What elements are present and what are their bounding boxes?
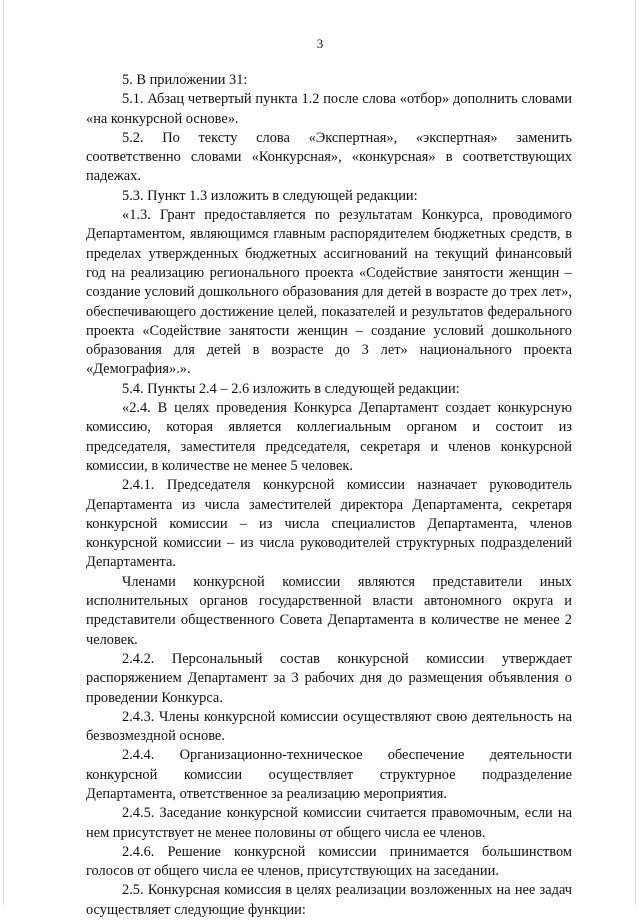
scan-edge-left <box>3 0 4 905</box>
paragraph: 2.4.1. Председателя конкурсной комиссии назначает руководитель Департамента из числа заместителей директора Департамента, секретаря конкурсной комиссии – из числа специалистов Департамента, членов конкурсной комиссии – из числа руководителей структурных подразделений Департамента. <box>86 477 572 571</box>
document-body <box>86 71 572 920</box>
paragraph: 2.4.2. Персональный состав конкурсной комиссии утверждает распоряжением Департамент за 3 рабочих дня до размещения объявления о проведении Конкурса. <box>86 650 572 706</box>
paragraph: 5.4. Пункты 2.4 – 2.6 изложить в следующей редакции: <box>122 380 460 397</box>
paragraph: 5.1. Абзац четвертый пункта 1.2 после слова «отбор» дополнить словами «на конкурсной основе». <box>86 91 572 127</box>
paragraph: 2.4.6. Решение конкурсной комиссии принимается большинством голосов от общего числа ее членов, присутствующих на заседании. <box>86 843 572 880</box>
paragraph: 5.2. По тексту слова «Экспертная», «экспертная» заменить соответственно словами «Конкурсная», «конкурсная» в соответствующих падежах. <box>86 129 572 185</box>
paragraph: 5.3. Пункт 1.3 изложить в следующей редакции: <box>122 187 418 204</box>
page-number: 3 <box>316 36 324 51</box>
paragraph: 2.4.3. Члены конкурсной комиссии осуществляют свою деятельность на безвозмездной основе. <box>86 708 572 745</box>
scan-edge-right <box>635 0 636 905</box>
paragraph: 2.5. Конкурсная комиссия в целях реализации возложенных на нее задач осуществляет следующие функции: <box>86 882 572 918</box>
paragraph: «2.4. В целях проведения Конкурса Департамент создает конкурсную комиссию, которая является коллегиальным органом и состоит из председателя, заместителя председателя, секретаря и членов конкурсной комиссии, в количестве не менее 5 человек. <box>86 400 572 474</box>
paragraph: 5. В приложении 31: <box>122 72 248 88</box>
paragraph: 2.4.4. Организационно-техническое обеспечение деятельности конкурсной комиссии осуществляет структурное подразделение Департамента, ответственное за реализацию мероприятия. <box>86 747 572 802</box>
paragraph: 2.4.5. Заседание конкурсной комиссии считается правомочным, если на нем присутствует не менее половины от общего числа ее членов. <box>86 805 572 841</box>
paragraph: Членами конкурсной комиссии являются представители иных исполнительных органов государственной власти автономного округа и представители общественного Совета Департамента в количестве не менее 2 человек. <box>86 573 572 648</box>
paragraph: «1.3. Грант предоставляется по результатам Конкурса, проводимого Департаментом, являющимся главным распорядителем бюджетных средств, в пределах утвержденных бюджетных ассигнований на текущий финансовый год на реализацию регионального проекта «Содействие занятости женщин – создание условий дошкольного образования для детей в возрасте до трех лет», обеспечивающего достижение целей, показателей и результатов федерального проекта «Содействие занятости женщин – создание условий дошкольного образования для детей в возрасте до 3 лет» национального проекта «Демография».». <box>86 207 572 378</box>
